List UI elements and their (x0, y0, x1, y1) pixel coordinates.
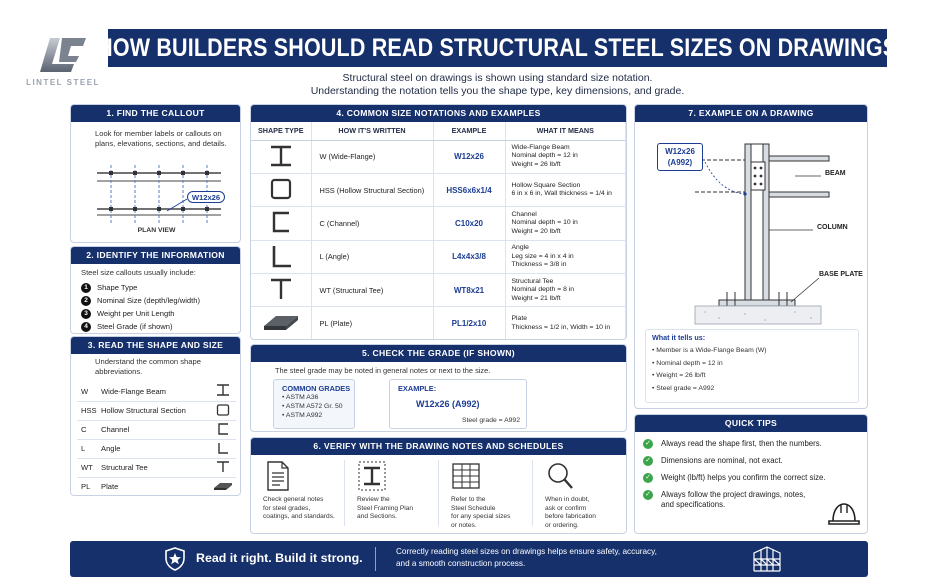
example-cell: W12x26 (433, 140, 505, 173)
panel-common-notations (250, 104, 627, 340)
tip-item (643, 456, 826, 466)
table-row (77, 420, 236, 439)
check-icon: ✓ (643, 490, 653, 500)
means-cell (505, 140, 626, 173)
means-line: Nominal depth = 8 in (511, 286, 575, 293)
plate-shape-icon (262, 312, 300, 334)
page-title: HOW BUILDERS SHOULD READ STRUCTURAL STEEL SIZES ON DRAWINGS (97, 33, 898, 62)
panel-title: 3. READ THE SHAPE AND SIZE (71, 337, 240, 354)
column-label: COLUMN (817, 224, 848, 231)
info-list (81, 281, 200, 333)
step-general-notes (253, 460, 345, 532)
table-row (77, 477, 236, 496)
means-line: Hollow Square Section (511, 181, 581, 189)
w-shape-icon (216, 384, 230, 396)
list-item (81, 320, 200, 333)
means-cell (505, 173, 626, 206)
beam-label: BEAM (825, 170, 846, 177)
tip-item (643, 490, 826, 510)
grade-label: ASTM A992 (285, 412, 323, 419)
example-cell: PL1/2x10 (433, 307, 505, 340)
step-line: before fabrication (545, 513, 596, 520)
number-badge: 4 (81, 322, 91, 332)
table-row (77, 458, 236, 477)
tip-line: and specifications. (661, 500, 726, 509)
tip-line: Always read the shape first, then the numbers. (661, 439, 822, 448)
means-line: Channel (511, 210, 537, 218)
grade-label: ASTM A572 Gr. 50 (285, 403, 343, 410)
shield-star-icon (164, 547, 186, 571)
step-line: and Sections. (357, 513, 397, 520)
panel-identify-information (70, 246, 241, 334)
example-cell: WT8x21 (433, 274, 505, 307)
legend-line: Member is a Wide-Flange Beam (W) (656, 347, 767, 354)
written-cell: WT (Structural Tee) (311, 274, 433, 307)
table-row (251, 274, 626, 307)
list-item: • Weight = 26 lb/ft (652, 372, 706, 380)
plan-view-caption: PLAN VIEW (137, 227, 176, 234)
subtitle-line-1: Structural steel on drawings is shown using standard size notation. (342, 72, 653, 84)
brand-name: LINTEL STEEL (26, 78, 100, 87)
written-cell: PL (Plate) (311, 307, 433, 340)
page-subtitle (108, 72, 887, 98)
step-text (451, 496, 531, 530)
grade-label: ASTM A36 (285, 394, 319, 401)
angle-shape-icon (216, 442, 230, 454)
panel-title: 5. CHECK THE GRADE (IF SHOWN) (251, 345, 626, 362)
list-item (81, 307, 200, 320)
check-icon: ✓ (643, 456, 653, 466)
name-cell: Angle (101, 439, 210, 458)
table-row (77, 382, 236, 401)
angle-shape-icon (268, 244, 294, 268)
abbr-cell: L (77, 439, 101, 458)
name-cell: Structural Tee (101, 458, 210, 477)
hss-shape-icon (268, 177, 294, 201)
means-line: Weight = 20 lb/ft (511, 227, 561, 235)
table-header-row (251, 122, 626, 140)
table-row (251, 307, 626, 340)
list-item-label: Weight per Unit Length (97, 309, 175, 318)
tip-item (643, 473, 826, 483)
callout-grade: (A992) (667, 158, 693, 167)
panel-intro: Understand the common shape abbreviations. (95, 357, 201, 376)
panel-intro: The steel grade may be noted in general notes or next to the size. (275, 366, 491, 375)
legend-line: Nominal depth = 12 in (656, 359, 723, 367)
table-row (251, 173, 626, 206)
column-header: WHAT IT MEANS (505, 122, 626, 140)
abbr-cell: PL (77, 477, 101, 496)
written-cell: W (Wide-Flange) (311, 140, 433, 173)
footer-slogan: Read it right. Build it strong. (196, 551, 363, 565)
legend-line: Weight = 26 lb/ft (656, 372, 706, 380)
means-line: Nominal depth = 12 in (511, 152, 578, 160)
abbr-cell: W (77, 382, 101, 401)
footer-line: Correctly reading steel sizes on drawings helps ensure safety, accuracy, (396, 547, 657, 556)
means-cell (505, 207, 626, 240)
step-line: Steel Framing Plan (357, 504, 414, 512)
table-row (77, 439, 236, 458)
panel-title: 4. COMMON SIZE NOTATIONS AND EXAMPLES (251, 105, 626, 122)
written-cell: L (Angle) (311, 240, 433, 273)
check-icon: ✓ (643, 439, 653, 449)
list-item: • ASTM A572 Gr. 50 (282, 403, 343, 410)
legend-list (652, 345, 852, 395)
table-row (251, 207, 626, 240)
column-header: SHAPE TYPE (251, 122, 311, 140)
name-cell: Wide-Flange Beam (101, 382, 210, 401)
steel-frame-building-icon (750, 545, 784, 573)
means-line: Thickness = 1/2 in, Width = 10 in (511, 323, 611, 331)
document-icon (263, 460, 293, 492)
panel-read-shape (70, 336, 241, 496)
means-line: Wide-Flange Beam (511, 143, 570, 151)
written-cell: HSS (Hollow Structural Section) (311, 173, 433, 206)
panel-title: 6. VERIFY WITH THE DRAWING NOTES AND SCHEDULES (251, 438, 626, 455)
list-item (81, 294, 200, 307)
means-line: Weight = 21 lb/ft (511, 294, 561, 302)
grade-example-box (389, 379, 527, 429)
means-cell (505, 274, 626, 307)
callout-size: W12x26 (665, 147, 695, 156)
plate-shape-icon (213, 481, 233, 491)
tip-line: Dimensions are nominal, not exact. (661, 456, 783, 465)
list-item: • Nominal depth = 12 in (652, 359, 723, 367)
notation-table (251, 122, 626, 340)
tee-shape-icon (216, 461, 230, 473)
list-item: • Member is a Wide-Flange Beam (W) (652, 347, 767, 354)
footer-line: and a smooth construction process. (396, 559, 526, 568)
example-callout: W12x26 (A992) (416, 399, 480, 409)
abbreviation-table (77, 382, 236, 496)
panel-title: 1. FIND THE CALLOUT (71, 105, 240, 122)
example-cell: L4x4x3/8 (433, 240, 505, 273)
means-line: Angle (511, 244, 529, 252)
means-line: Weight = 26 lb/ft (511, 160, 561, 168)
panel-title: 2. IDENTIFY THE INFORMATION (71, 247, 240, 264)
tee-shape-icon (268, 277, 294, 301)
list-item: • ASTM A36 (282, 394, 319, 401)
example-title: EXAMPLE: (398, 384, 437, 393)
name-cell: Plate (101, 477, 210, 496)
step-line: or ordering. (545, 521, 579, 529)
means-line: Thickness = 3/8 in (511, 261, 567, 269)
step-line: Review the (357, 496, 390, 503)
hard-hat-icon (827, 499, 861, 527)
step-line: coatings, and standards. (263, 513, 335, 520)
step-line: Check general notes (263, 496, 324, 503)
panel-check-grade (250, 344, 627, 432)
w-shape-icon (268, 144, 294, 168)
common-grades-box (273, 379, 355, 429)
beam-section-icon (357, 460, 387, 492)
panel-intro: Steel size callouts usually include: (81, 268, 196, 277)
legend-line: Steel grade = A992 (656, 384, 715, 392)
number-badge: 3 (81, 309, 91, 319)
panel-example-drawing (634, 104, 868, 409)
means-line: Structural Tee (511, 277, 554, 285)
step-line: ask or confirm (545, 504, 587, 512)
footer-divider (375, 547, 376, 571)
step-framing-plan (347, 460, 439, 532)
means-line: Nominal depth = 10 in (511, 219, 578, 227)
table-row (77, 401, 236, 420)
magnifier-icon (545, 460, 575, 492)
column-header: HOW IT'S WRITTEN (311, 122, 433, 140)
step-text (545, 496, 625, 530)
list-item-label: Nominal Size (depth/leg/width) (97, 296, 200, 305)
legend-title: What it tells us: (652, 333, 706, 342)
grades-list (274, 393, 354, 420)
check-icon: ✓ (643, 473, 653, 483)
footer-message (396, 546, 726, 570)
step-line: Steel Schedule (451, 504, 496, 512)
example-cell: HSS6x6x1/4 (433, 173, 505, 206)
abbr-cell: C (77, 420, 101, 439)
tips-list (643, 439, 826, 517)
example-cell: C10x20 (433, 207, 505, 240)
list-item-label: Steel Grade (if shown) (97, 322, 173, 331)
panel-description: Look for member labels or callouts on plans, elevations, sections, and details. (95, 129, 227, 148)
step-line: for steel grades, (263, 504, 311, 512)
base-plate-label: BASE PLATE (819, 271, 863, 278)
written-cell: C (Channel) (311, 207, 433, 240)
tip-line: Always follow the project drawings, notes, (661, 490, 806, 499)
brand-logo (22, 36, 104, 94)
panel-title: QUICK TIPS (635, 415, 867, 432)
footer-banner (70, 541, 868, 577)
means-cell (505, 240, 626, 273)
logo-mark-icon (40, 36, 86, 74)
drawing-callout (657, 143, 703, 171)
what-it-tells-box (645, 329, 859, 403)
hss-shape-icon (216, 404, 230, 416)
table-row (251, 240, 626, 273)
means-line: 6 in x 6 in, Wall thickness = 1/4 in (511, 190, 612, 198)
panel-quick-tips (634, 414, 868, 534)
step-line: When in doubt, (545, 496, 590, 503)
column-header: EXAMPLE (433, 122, 505, 140)
means-line: Leg size = 4 in x 4 in (511, 252, 574, 260)
step-text (263, 496, 343, 522)
example-note: Steel grade = A992 (461, 417, 520, 424)
tip-line: Weight (lb/ft) helps you confirm the correct size. (661, 473, 826, 482)
table-row (251, 140, 626, 173)
list-item: • Steel grade = A992 (652, 384, 715, 392)
step-line: for any special sizes (451, 513, 511, 520)
step-ask-confirm (535, 460, 627, 532)
panel-title: 7. EXAMPLE ON A DRAWING (635, 105, 867, 122)
step-text (357, 496, 437, 522)
name-cell: Channel (101, 420, 210, 439)
callout-tag: W12x26 (187, 191, 225, 203)
list-item: • ASTM A992 (282, 412, 323, 419)
panel-verify-notes (250, 437, 627, 534)
means-cell (505, 307, 626, 340)
schedule-table-icon (451, 460, 481, 492)
name-cell: Hollow Structural Section (101, 401, 210, 420)
number-badge: 2 (81, 296, 91, 306)
step-steel-schedule (441, 460, 533, 532)
number-badge: 1 (81, 283, 91, 293)
grades-title: COMMON GRADES (282, 384, 351, 393)
channel-shape-icon (268, 210, 294, 234)
abbr-cell: WT (77, 458, 101, 477)
tip-item (643, 439, 826, 449)
step-line: Refer to the (451, 496, 486, 503)
list-item-label: Shape Type (97, 283, 138, 292)
abbr-cell: HSS (77, 401, 101, 420)
step-line: or notes. (451, 521, 477, 529)
title-banner (97, 29, 898, 67)
means-line: Plate (511, 315, 527, 323)
panel-find-callout (70, 104, 241, 243)
channel-shape-icon (216, 423, 230, 435)
list-item (81, 281, 200, 294)
subtitle-line-2: Understanding the notation tells you the shape type, key dimensions, and grade. (310, 85, 685, 97)
